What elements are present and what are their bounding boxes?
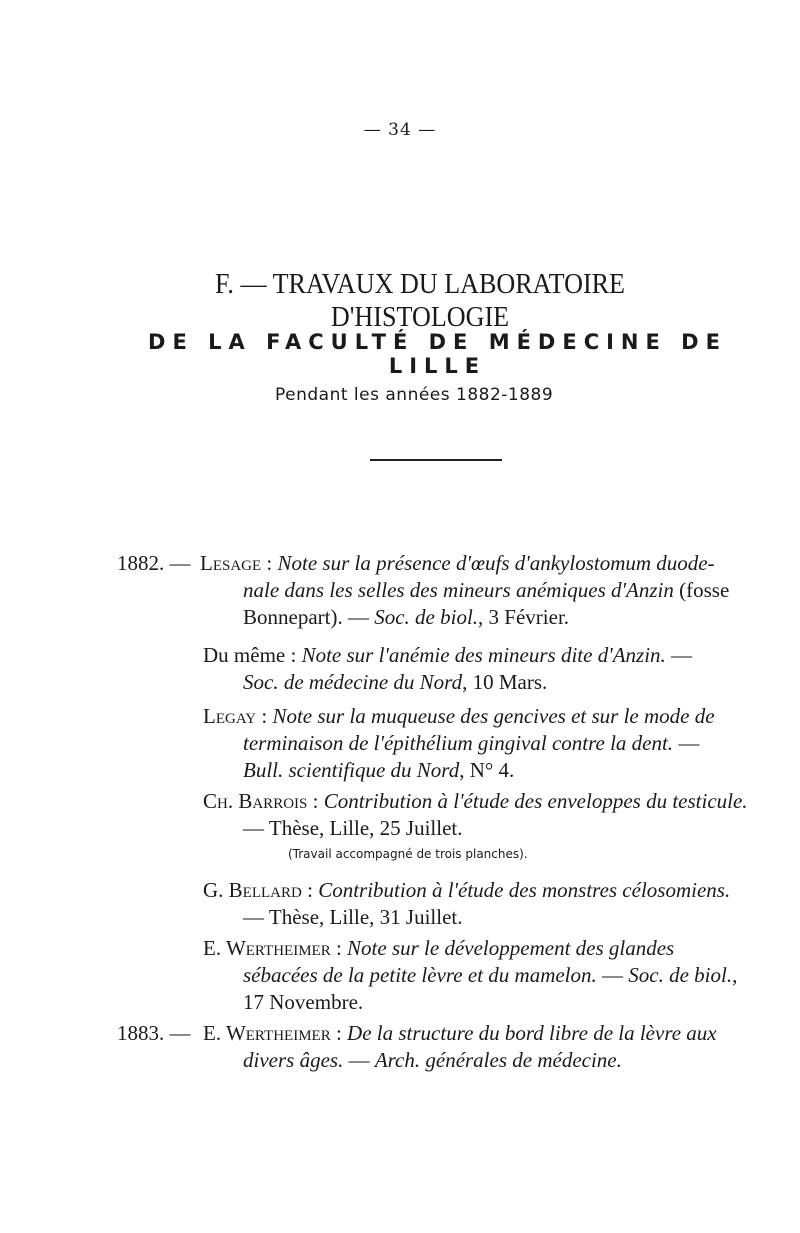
entry-note: (Travail accompagné de trois planches). xyxy=(288,847,528,861)
entry-line-2 xyxy=(243,962,737,989)
entry-line-3 xyxy=(243,604,569,631)
entry-text: (fosse xyxy=(673,578,730,602)
entry-line-1 xyxy=(200,550,715,577)
entry-line-2 xyxy=(243,1047,622,1074)
entry-author: Legay xyxy=(203,704,257,728)
entry-title-cont: sébacées de la petite lèvre et du mamelon. xyxy=(243,963,597,987)
entry-date: , 10 Mars. xyxy=(462,670,548,694)
bibliography-entry xyxy=(0,935,800,1020)
entry-line-1 xyxy=(203,703,715,730)
entry-separator: : xyxy=(330,1021,348,1045)
entry-source: Soc. de médecine du Nord xyxy=(243,670,463,694)
entry-author: Wertheimer xyxy=(225,1021,331,1045)
bibliography-entry xyxy=(0,877,800,932)
entry-title: Note sur la muqueuse des gencives et sur le mode de xyxy=(272,704,715,728)
entry-author-prefix: E. xyxy=(203,936,226,960)
entry-text: , xyxy=(732,963,738,987)
bibliography-entry xyxy=(0,703,800,788)
entry-title-cont: divers âges. xyxy=(243,1048,344,1072)
entry-author: Du même xyxy=(203,643,286,667)
entry-author-prefix: E. xyxy=(203,1021,226,1045)
entry-title: Note sur l'anémie des mineurs dite d'Anzin. xyxy=(301,643,666,667)
entry-source: Bull. scientifique du Nord xyxy=(243,758,460,782)
entry-title: Note sur le développement des glandes xyxy=(347,936,675,960)
entry-author: Barrois xyxy=(238,789,308,813)
section-title: F. — TRAVAUX DU LABORATOIRE D'HISTOLOGIE xyxy=(214,268,626,333)
entry-separator: : xyxy=(256,704,273,728)
entry-title: Contribution à l'étude des monstres célosomiens. xyxy=(318,878,731,902)
entry-separator: : xyxy=(330,936,348,960)
entry-title-cont: terminaison de l'épithélium gingival contre la dent. xyxy=(243,731,674,755)
entry-date: , 3 Février. xyxy=(478,605,570,629)
entry-text: — xyxy=(665,643,693,667)
entry-title-cont: nale dans les selles des mineurs anémiques d'Anzin xyxy=(243,578,674,602)
entry-text: — xyxy=(343,1048,375,1072)
entry-author-prefix: G. xyxy=(203,878,229,902)
entry-line-2: — Thèse, Lille, 25 Juillet. xyxy=(243,816,463,840)
entry-source: Soc. de biol. xyxy=(628,963,733,987)
entry-year: 1882. — xyxy=(117,551,191,575)
entry-source: Arch. générales de médecine. xyxy=(374,1048,622,1072)
entry-text: Bonnepart). — xyxy=(243,605,375,629)
entry-line-1 xyxy=(203,788,748,815)
entry-text: — xyxy=(673,731,700,755)
entry-line-2: — Thèse, Lille, 31 Juillet. xyxy=(243,905,463,929)
entry-separator: : xyxy=(307,789,324,813)
entry-source: Soc. de biol. xyxy=(374,605,479,629)
bibliography-entry xyxy=(0,1020,800,1080)
entry-text: — xyxy=(596,963,629,987)
entry-line-2 xyxy=(243,577,729,604)
entry-year: 1883. — xyxy=(117,1021,191,1045)
entry-line-1 xyxy=(203,877,730,904)
entry-separator: : xyxy=(285,643,302,667)
entry-line-1 xyxy=(203,935,674,962)
bibliography-entry xyxy=(0,788,800,843)
entry-separator: : xyxy=(261,551,278,575)
section-subtitle: DE LA FACULTÉ DE MÉDECINE DE LILLE xyxy=(148,330,727,378)
entry-line-2 xyxy=(243,669,547,696)
page-number: — 34 — xyxy=(363,120,437,140)
entry-separator: : xyxy=(301,878,319,902)
divider-rule xyxy=(370,459,502,461)
entry-author: Lesage xyxy=(200,551,262,575)
bibliography-entry xyxy=(0,642,800,702)
entry-title: Note sur la présence d'œufs d'ankylostomum duode- xyxy=(277,551,715,575)
entry-author: Wertheimer xyxy=(225,936,331,960)
entry-title: Contribution à l'étude des enveloppes du testicule. xyxy=(323,789,748,813)
entry-line-1 xyxy=(203,642,692,669)
entry-line-1 xyxy=(203,1020,717,1047)
entry-author: Bellard xyxy=(228,878,302,902)
entry-author-prefix: Ch. xyxy=(203,789,239,813)
entry-title: De la structure du bord libre de la lèvre aux xyxy=(347,1021,717,1045)
entry-line-3 xyxy=(243,757,514,784)
entry-number: , N° 4. xyxy=(459,758,515,782)
entry-line-2 xyxy=(243,730,699,757)
bibliography-entry xyxy=(0,550,800,640)
entry-line-3: 17 Novembre. xyxy=(243,990,364,1014)
period-line: Pendant les années 1882-1889 xyxy=(275,385,554,405)
